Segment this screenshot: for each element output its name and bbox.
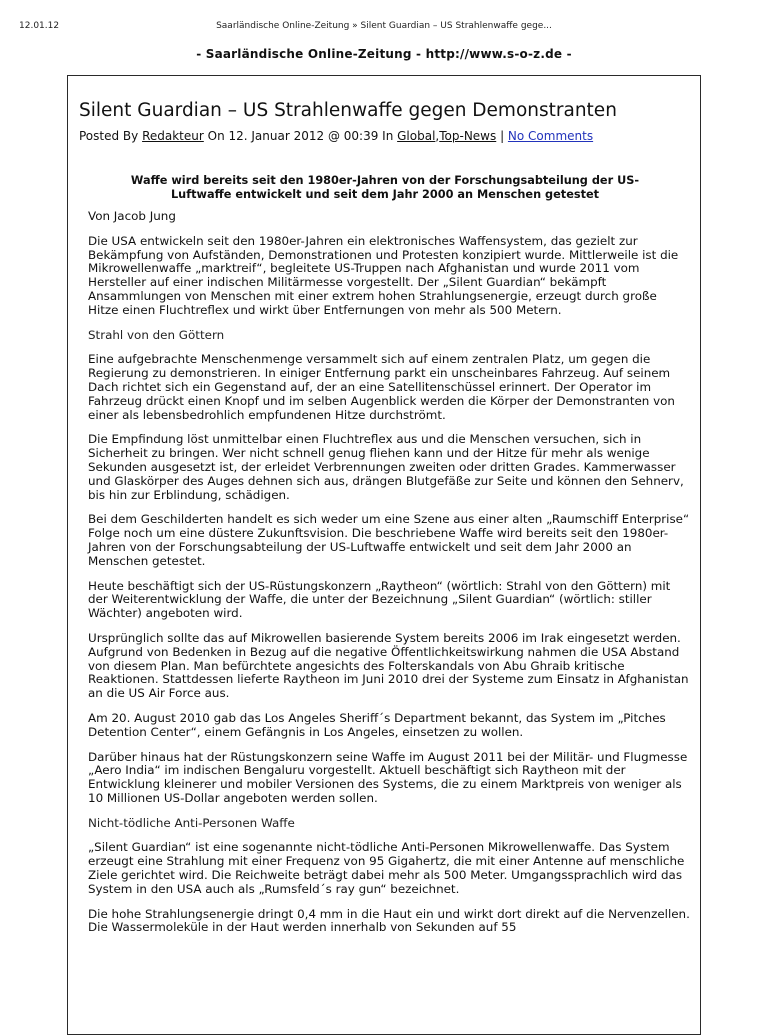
author-link[interactable]: Redakteur xyxy=(142,129,204,143)
article-body xyxy=(79,210,691,935)
subheading: Strahl von den Göttern xyxy=(88,327,225,342)
print-header xyxy=(0,0,768,40)
paragraph: Am 20. August 2010 gab das Los Angeles Sheriff´s Department bekannt, das System im „Pitches Detention Center“, einem Gefängnis in Los Angeles, einsetzen zu wollen. xyxy=(88,710,666,739)
paragraph: Darüber hinaus hat der Rüstungskonzern seine Waffe im August 2011 bei der Militär- und Flugmesse „Aero India“ im indischen Bengaluru vorgestellt. Aktuell beschäftigt sich Raytheon mit der Entwicklung kleinerer und mobiler Versionen des Systems, die zu einem Marktpreis von weniger als 10 Millionen US-Dollar angeboten werden sollen. xyxy=(88,749,688,805)
subheading: Nicht-tödliche Anti-Personen Waffe xyxy=(88,815,295,830)
paragraph: Heute beschäftigt sich der US-Rüstungskonzern „Raytheon“ (wörtlich: Strahl von den Göttern) mit der Weiterentwicklung der Waffe, die unter der Bezeichnung „Silent Guardian“ (wörtlich: stiller Wächter) angeboten wird. xyxy=(88,578,671,621)
article-content xyxy=(79,100,691,946)
category-link-top-news[interactable]: Top-News xyxy=(439,129,497,143)
site-header: - Saarländische Online-Zeitung - http://www.s-o-z.de - xyxy=(196,47,572,61)
category-separator: , xyxy=(435,129,440,143)
paragraph: Bei dem Geschilderten handelt es sich weder um eine Szene aus einer alten „Raumschiff Enterprise“ Folge noch um eine düstere Zukunftsvision. Die beschriebene Waffe wird bereits seit den 1980er-Jahren von der Forschungsabteilung der US-Luftwaffe entwickelt und seit dem Jahr 2000 an Menschen getestet. xyxy=(88,512,690,568)
article-title: Silent Guardian – US Strahlenwaffe gegen Demonstranten xyxy=(79,100,617,121)
byline-prefix: Posted By xyxy=(79,129,143,143)
paragraph: Die hohe Strahlungsenergie dringt 0,4 mm in die Haut ein und wirkt dort direkt auf die Nervenzellen. Die Wassermoleküle in der Haut werden innerhalb von Sekunden auf 55 xyxy=(88,906,690,935)
paragraph: Die Empfindung löst unmittelbar einen Fluchtreflex aus und die Menschen versuchen, sich in Sicherheit zu bringen. Wer nicht schnell genug fliehen kann und der Hitze für mehr als wenige Sekunden ausgesetzt ist, der erleidet Verbrennungen zweiten oder dritten Grades. Kammerwasser und Glaskörper des Auges dehnen sich aus, drängen Blutgefäße zur Seite und können den Sehnerv, bis hin zur Erblindung, schädigen. xyxy=(88,432,684,502)
byline-date: On 12. Januar 2012 @ 00:39 In xyxy=(203,129,398,143)
print-date: 12.01.12 xyxy=(19,21,60,31)
article-container xyxy=(67,75,701,1035)
print-page-title: Saarländische Online-Zeitung » Silent Guardian – US Strahlenwaffe gege... xyxy=(216,21,552,31)
byline-separator: | xyxy=(496,129,508,143)
paragraph: Eine aufgebrachte Menschenmenge versammelt sich auf einem zentralen Platz, um gegen die Regierung zu demonstrieren. In einiger Entfernung parkt ein unscheinbares Fahrzeug. Auf seinem Dach richtet sich ein Gegenstand auf, der an eine Satellitenschüssel erinnert. Der Operator im Fahrzeug drückt einen Knopf und im selben Augenblick werden die Körper der Demonstranten von einer als lebensbedrohlich empfundenen Hitze durchströmt. xyxy=(88,352,675,422)
author-line: Von Jacob Jung xyxy=(88,209,176,223)
paragraph: Die USA entwickeln seit den 1980er-Jahren ein elektronisches Waffensystem, das gezielt zur Bekämpfung von Aufständen, Demonstrationen und Protesten konzipiert wurde. Mittlerweile ist die Mikrowellenwaffe „marktreif“, begleitete US-Truppen nach Afghanistan und wurde 2011 vom Hersteller auf einer indischen Militärmesse vorgestellt. Der „Silent Guardian“ bekämpft Ansammlungen von Menschen mit einer extrem hohen Strahlungsenergie, erzeugt durch große Hitze einen Fluchtreflex und wirkt über Entfernungen von mehr als 500 Metern. xyxy=(88,233,679,317)
paragraph: „Silent Guardian“ ist eine sogenannte nicht-tödliche Anti-Personen Mikrowellenwaffe. Das System erzeugt eine Strahlung mit einer Frequenz von 95 Gigahertz, die mit einer Antenne auf menschliche Ziele gerichtet wird. Die Reichweite beträgt dabei mehr als 500 Meter. Umgangssprachlich wird das System in den USA auch als „Rumsfeld´s ray gun“ bezeichnet. xyxy=(88,840,685,896)
comments-link[interactable]: No Comments xyxy=(507,129,594,143)
paragraph: Ursprünglich sollte das auf Mikrowellen basierende System bereits 2006 im Irak eingesetzt werden. Aufgrund von Bedenken in Bezug auf die negative Öffentlichkeitswirkung nahmen die USA Abstand von diesem Plan. Man befürchtete angesichts des Folterskandals von Abu Ghraib kritische Reaktionen. Stattdessen lieferte Raytheon im Juni 2010 drei der Systeme zum Einsatz in Afghanistan an die US Air Force aus. xyxy=(88,630,689,701)
byline xyxy=(79,129,691,144)
article-lead: Waffe wird bereits seit den 1980er-Jahren von der Forschungsabteilung der US-Luftwaffe entwickelt und seit dem Jahr 2000 an Menschen getestet xyxy=(130,174,640,201)
category-link-global[interactable]: Global xyxy=(397,129,436,143)
